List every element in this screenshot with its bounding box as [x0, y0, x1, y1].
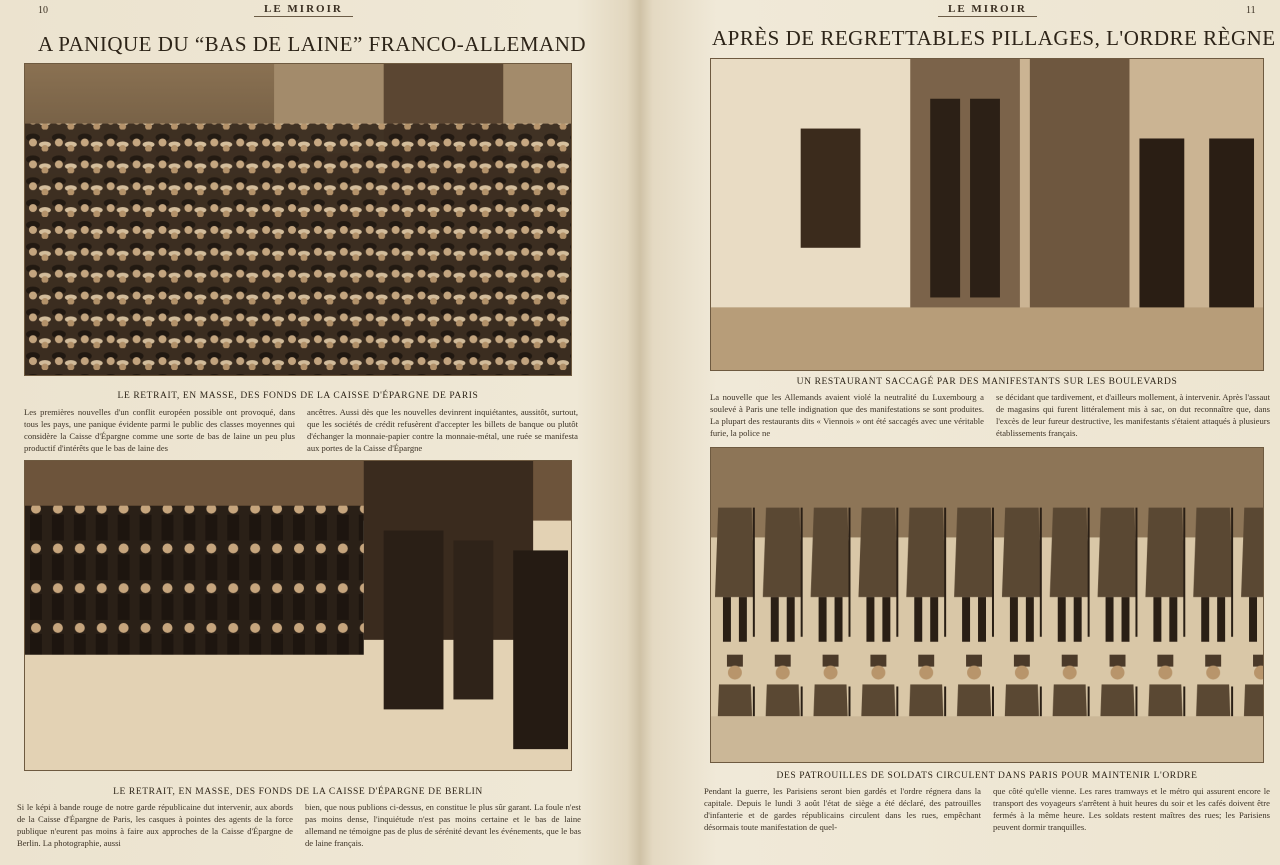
masthead: LE MIROIR: [938, 3, 1037, 17]
photo-paris-crowd: [24, 63, 572, 376]
page-headline: A PANIQUE DU “BAS DE LAINE” FRANCO-ALLEMAND: [38, 32, 587, 56]
article-column: ancêtres. Aussi dès que les nouvelles devinrent inquiétantes, aussitôt, surtout, que les sociétés de crédit refusèrent d'accepter les billets de banque ou plutôt d'échanger la monnaie-papier contre la monnaie-métal, une ruée se manifesta aux portes de la Caisse d'Épargne: [307, 407, 578, 453]
page-number: 11: [1246, 5, 1256, 16]
page-headline: APRÈS DE REGRETTABLES PILLAGES, L'ORDRE RÈGNE: [712, 26, 1276, 50]
article-column: Les premières nouvelles d'un conflit européen possible ont provoqué, dans tous les pays, une panique évidente parmi le public des classes moyennes qui considère la Caisse d'Épargne comme une sorte de bas de laine un peu plus productif d'intérêts que le bas de laine des: [24, 407, 295, 453]
photo-caption: LE RETRAIT, EN MASSE, DES FONDS DE LA CAISSE D'ÉPARGNE DE BERLIN: [113, 787, 483, 797]
right-page: [648, 0, 1280, 865]
article-column: La nouvelle que les Allemands avaient violé la neutralité du Luxembourg a soulevé à Paris une telle indignation que des manifestations se sont produites. La plupart des restaurants dits « Viennois » ont été saccagés avec une véritable furie, la police ne: [710, 392, 984, 438]
photo-soldier-patrol: [710, 447, 1264, 763]
photo-caption: LE RETRAIT, EN MASSE, DES FONDS DE LA CAISSE D'ÉPARGNE DE PARIS: [117, 391, 479, 401]
article-column: que côté qu'elle vienne. Les rares tramways et le métro qui assurent encore le transport des voyageurs s'arrêtent à huit heures du soir et les cafés doivent être fermés à la même heure. Les soldats restent maîtres des rues; les Parisiens peuvent dormir tranquilles.: [993, 786, 1270, 832]
article-column: Si le képi à bande rouge de notre garde républicaine dut intervenir, aux abords de la Caisse d'Épargne de Paris, les casques à pointes des agents de la force publique n'eurent pas moins à faire aux approches de la Caisse d'Épargne de Berlin. La photographie, aussi: [17, 802, 293, 848]
article-column: se décidant que tardivement, et d'ailleurs mollement, à intervenir. Après l'assaut de magasins qui furent littéralement mis à sac, on dut reconnaître que, dans l'excès de leur fureur destructive, les manifestants s'étaient attaqués à plusieurs établissements français.: [996, 392, 1270, 438]
article-text: [17, 801, 582, 849]
photo-berlin-crowd: [24, 460, 572, 771]
photo-restaurant: [710, 58, 1264, 371]
page-number: 10: [38, 5, 48, 16]
left-page: [0, 0, 632, 865]
photo-caption: DES PATROUILLES DE SOLDATS CIRCULENT DANS PARIS POUR MAINTENIR L'ORDRE: [776, 771, 1198, 781]
article-text: [24, 406, 578, 454]
article-column: bien, que nous publions ci-dessus, en constitue le plus sûr garant. La foule n'est pas moins dense, l'inquiétude n'est pas moins certaine et le bas de laine allemand ne témoigne pas de plus de sérénité devant les événements, que le bas de laine français.: [305, 802, 581, 848]
article-text: [710, 391, 1270, 439]
photo-caption: UN RESTAURANT SACCAGÉ PAR DES MANIFESTANTS SUR LES BOULEVARDS: [796, 377, 1178, 387]
masthead: LE MIROIR: [254, 3, 353, 17]
article-column: Pendant la guerre, les Parisiens seront bien gardés et l'ordre régnera dans la capitale. Depuis le lundi 3 août l'état de siège a été déclaré, des patrouilles d'infanterie et de gardes républicains circulent dans les rues, empêchant désormais toute manifestation de quel-: [704, 786, 981, 832]
article-text: [704, 785, 1270, 833]
